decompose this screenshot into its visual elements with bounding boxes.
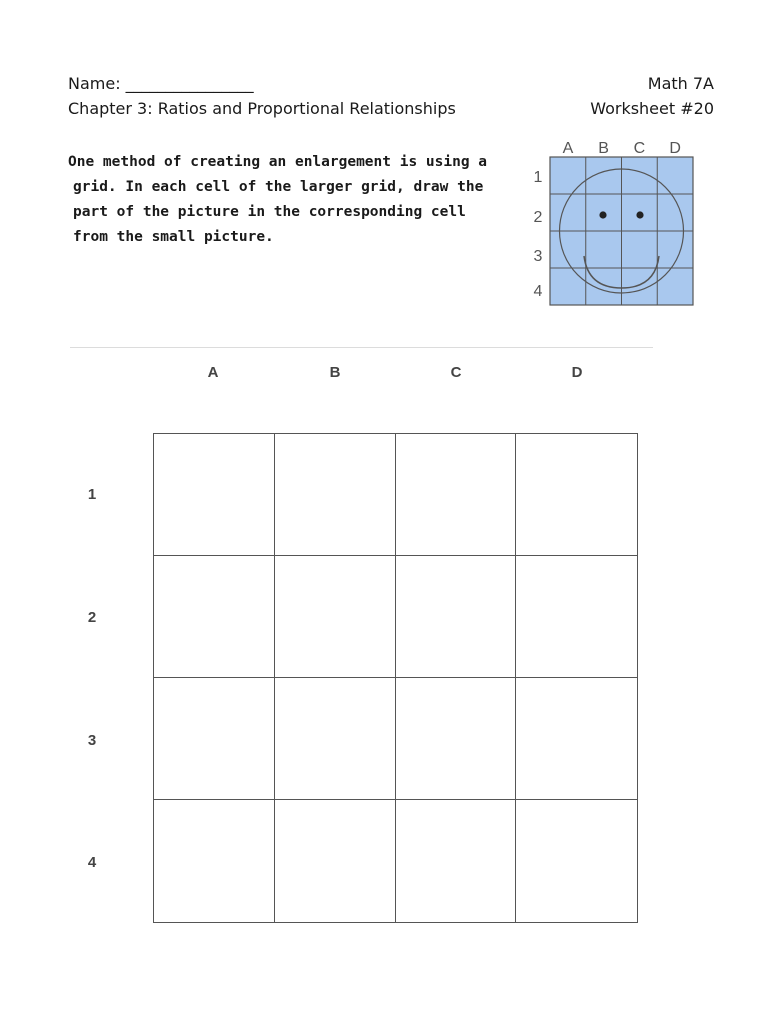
small-col-label: D: [669, 140, 681, 157]
grid-cell-a1[interactable]: [154, 434, 275, 556]
enlargement-grid: [153, 433, 638, 923]
grid-cell-d4[interactable]: [516, 800, 637, 922]
grid-cell-b4[interactable]: [275, 800, 396, 922]
large-row-label-4: 4: [87, 854, 97, 871]
section-divider: [70, 347, 653, 348]
grid-cell-c1[interactable]: [396, 434, 517, 556]
large-row-label-1: 1: [87, 486, 97, 503]
small-row-label: 3: [533, 248, 543, 265]
worksheet-number: Worksheet #20: [590, 99, 714, 118]
grid-cell-d3[interactable]: [516, 678, 637, 800]
grid-cell-c2[interactable]: [396, 556, 517, 678]
instruction-line: One method of creating an enlargement is using a: [68, 154, 488, 170]
name-field-label: Name: ________________: [68, 74, 254, 93]
instruction-line: from the small picture.: [73, 229, 274, 245]
small-col-label: A: [562, 140, 574, 157]
grid-cell-c4[interactable]: [396, 800, 517, 922]
small-row-label: 4: [533, 283, 543, 300]
grid-cell-a2[interactable]: [154, 556, 275, 678]
grid-cell-a4[interactable]: [154, 800, 275, 922]
grid-cell-b1[interactable]: [275, 434, 396, 556]
grid-cell-d2[interactable]: [516, 556, 637, 678]
instruction-line: part of the picture in the corresponding cell: [73, 204, 466, 220]
course-title: Math 7A: [647, 74, 714, 93]
grid-cell-b2[interactable]: [275, 556, 396, 678]
large-row-label-3: 3: [87, 732, 97, 749]
instructions: [68, 150, 508, 250]
smiley-left-eye: [599, 211, 606, 218]
grid-cell-c3[interactable]: [396, 678, 517, 800]
large-row-label-2: 2: [87, 609, 97, 626]
grid-cell-a3[interactable]: [154, 678, 275, 800]
large-col-label-b: B: [329, 364, 341, 381]
grid-cell-b3[interactable]: [275, 678, 396, 800]
small-row-label: 2: [533, 209, 543, 226]
instruction-line: grid. In each cell of the larger grid, draw the: [73, 179, 484, 195]
small-col-label: C: [633, 140, 646, 157]
large-col-label-a: A: [207, 364, 219, 381]
grid-cell-d1[interactable]: [516, 434, 637, 556]
chapter-title: Chapter 3: Ratios and Proportional Relationships: [68, 99, 456, 118]
small-row-label: 1: [533, 169, 543, 186]
small-col-label: B: [598, 140, 609, 157]
small-smiley-grid-picture: [518, 136, 713, 312]
large-col-label-d: D: [571, 364, 583, 381]
large-col-label-c: C: [450, 364, 462, 381]
smiley-right-eye: [636, 211, 643, 218]
